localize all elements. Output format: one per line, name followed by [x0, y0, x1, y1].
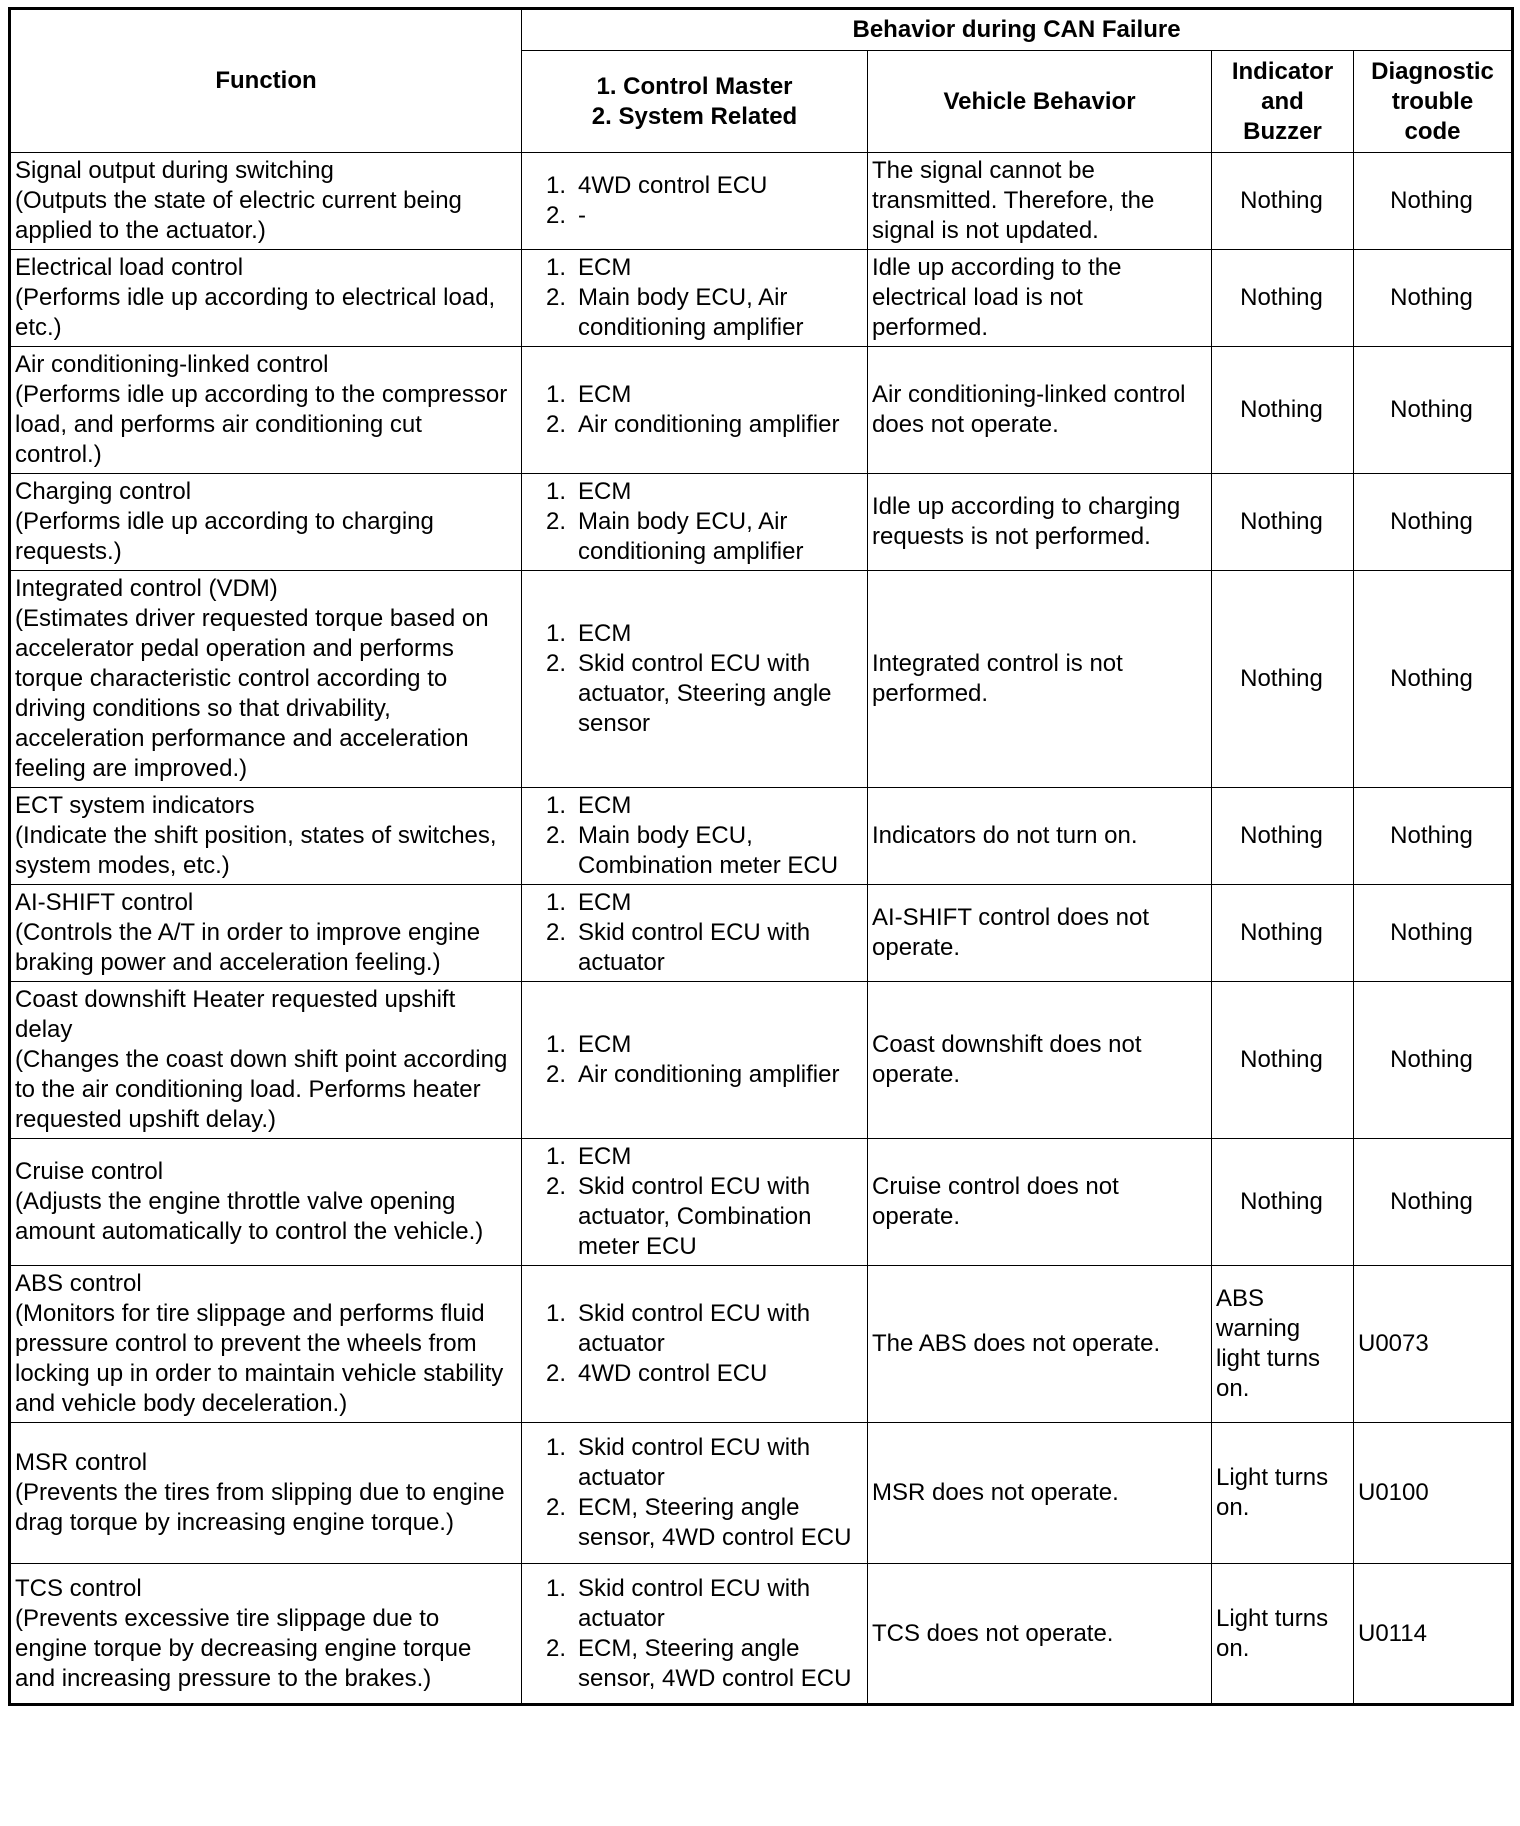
function-cell	[10, 347, 522, 474]
control-master-item: 1. Skid control ECU with actuator	[546, 1433, 861, 1493]
function-cell	[10, 474, 522, 571]
table-header	[10, 9, 1513, 153]
table-row	[10, 474, 1513, 571]
function-description: (Outputs the state of electric current being applied to the actuator.)	[15, 187, 462, 244]
control-master-list	[526, 380, 861, 440]
function-description: (Controls the A/T in order to improve engine braking power and acceleration feeling.)	[15, 919, 481, 976]
control-master-list	[526, 171, 861, 231]
system-related-item: 2. Skid control ECU with actuator, Combination meter ECU	[546, 1172, 861, 1262]
function-title: TCS control	[15, 1574, 142, 1602]
indicator-buzzer-cell: Nothing	[1212, 885, 1354, 982]
function-description: (Performs idle up according to charging requests.)	[15, 508, 434, 565]
control-master-cell	[522, 474, 868, 571]
vehicle-behavior-cell: Idle up according to charging requests is not performed.	[868, 474, 1212, 571]
function-description: (Performs idle up according to the compressor load, and performs air conditioning cut control.)	[15, 381, 508, 468]
control-master-cell	[522, 1423, 868, 1564]
control-master-item: 1. ECM	[546, 888, 861, 918]
control-master-list	[526, 1142, 861, 1262]
control-master-text: ECM	[578, 792, 632, 819]
function-description: (Adjusts the engine throttle valve opening amount automatically to control the vehicle.)	[15, 1188, 484, 1245]
header-control-master	[522, 51, 868, 153]
function-cell	[10, 885, 522, 982]
control-master-list	[526, 253, 861, 343]
control-master-list	[526, 1030, 861, 1090]
function-title: Air conditioning-linked control	[15, 351, 329, 378]
can-failure-table-container	[8, 7, 1511, 1706]
function-description: (Prevents the tires from slipping due to engine drag torque by increasing engine torque.)	[15, 1479, 505, 1536]
control-master-item: 1. ECM	[546, 619, 861, 649]
vehicle-behavior-cell: The ABS does not operate.	[868, 1266, 1212, 1423]
indicator-buzzer-cell: Nothing	[1212, 1139, 1354, 1266]
system-related-text: Main body ECU, Air conditioning amplifier	[578, 508, 804, 565]
control-master-item: 1. ECM	[546, 1142, 861, 1172]
control-master-text: Skid control ECU with actuator	[578, 1434, 811, 1491]
header-control-master-line2: 2. System Related	[591, 102, 798, 130]
function-cell	[10, 1266, 522, 1423]
function-title: Integrated control (VDM)	[15, 575, 278, 602]
header-function: Function	[10, 9, 522, 153]
vehicle-behavior-cell: Air conditioning-linked control does not operate.	[868, 347, 1212, 474]
dtc-cell: Nothing	[1354, 474, 1513, 571]
control-master-text: Skid control ECU with actuator	[578, 1574, 811, 1632]
system-related-text: Main body ECU, Combination meter ECU	[578, 822, 839, 879]
vehicle-behavior-cell: AI-SHIFT control does not operate.	[868, 885, 1212, 982]
function-title: Charging control	[15, 478, 192, 505]
control-master-item: 1. ECM	[546, 477, 861, 507]
header-behavior-group: Behavior during CAN Failure	[522, 9, 1513, 51]
function-title: ECT system indicators	[15, 792, 255, 819]
header-dtc-line2: trouble	[1391, 87, 1474, 115]
table-row	[10, 1423, 1513, 1564]
system-related-text: Air conditioning amplifier	[578, 1061, 840, 1088]
vehicle-behavior-cell: TCS does not operate.	[868, 1564, 1212, 1705]
function-title: Cruise control	[15, 1158, 164, 1185]
function-title: AI-SHIFT control	[15, 889, 194, 916]
indicator-buzzer-cell: Nothing	[1212, 153, 1354, 250]
header-indicator-line1: Indicator	[1231, 57, 1334, 85]
header-indicator-line3: Buzzer	[1243, 117, 1322, 145]
function-cell	[10, 788, 522, 885]
system-related-item: 2. Air conditioning amplifier	[546, 1060, 861, 1090]
control-master-cell	[522, 571, 868, 788]
dtc-cell: Nothing	[1354, 1139, 1513, 1266]
function-cell	[10, 1139, 522, 1266]
table-row	[10, 1564, 1513, 1705]
function-cell	[10, 1564, 522, 1705]
control-master-item: 1. Skid control ECU with actuator	[546, 1299, 861, 1359]
control-master-cell	[522, 788, 868, 885]
function-title: MSR control	[15, 1449, 148, 1476]
table-row	[10, 250, 1513, 347]
function-description: (Estimates driver requested torque based on accelerator pedal operation and performs torque characteristic control according to driving conditions so that drivability, acceleration performance and acceleration feeling are improved.)	[15, 605, 489, 782]
indicator-buzzer-cell: Nothing	[1212, 347, 1354, 474]
control-master-text: ECM	[578, 381, 632, 408]
table-row	[10, 1139, 1513, 1266]
system-related-item: 2. Skid control ECU with actuator, Steering angle sensor	[546, 649, 861, 739]
indicator-buzzer-cell: Nothing	[1212, 571, 1354, 788]
table-row	[10, 788, 1513, 885]
dtc-cell: Nothing	[1354, 153, 1513, 250]
system-related-text: 4WD control ECU	[578, 1360, 768, 1387]
control-master-text: 4WD control ECU	[578, 172, 768, 199]
function-description: (Changes the coast down shift point according to the air conditioning load. Performs heater requested upshift delay.)	[15, 1046, 508, 1133]
control-master-cell	[522, 885, 868, 982]
control-master-list	[526, 888, 861, 978]
dtc-cell: U0073	[1354, 1266, 1513, 1423]
control-master-text: ECM	[578, 889, 632, 916]
control-master-text: ECM	[578, 478, 632, 505]
table-row	[10, 1266, 1513, 1423]
control-master-item: 1. ECM	[546, 253, 861, 283]
function-cell	[10, 1423, 522, 1564]
dtc-cell: Nothing	[1354, 347, 1513, 474]
function-cell	[10, 982, 522, 1139]
function-description: (Indicate the shift position, states of switches, system modes, etc.)	[15, 822, 497, 879]
dtc-cell: Nothing	[1354, 250, 1513, 347]
system-related-text: -	[578, 202, 586, 229]
control-master-cell	[522, 153, 868, 250]
control-master-cell	[522, 250, 868, 347]
function-title: Electrical load control	[15, 254, 244, 281]
can-failure-table	[8, 7, 1514, 1706]
function-description: (Performs idle up according to electrical load, etc.)	[15, 284, 496, 341]
control-master-item: 1. ECM	[546, 1030, 861, 1060]
header-indicator-buzzer	[1212, 51, 1354, 153]
control-master-cell	[522, 1564, 868, 1705]
indicator-buzzer-cell: ABS warning light turns on.	[1212, 1266, 1354, 1423]
control-master-item: 1. 4WD control ECU	[546, 171, 861, 201]
dtc-cell: Nothing	[1354, 571, 1513, 788]
control-master-text: ECM	[578, 620, 632, 647]
table-row	[10, 153, 1513, 250]
system-related-text: Skid control ECU with actuator	[578, 919, 811, 976]
system-related-item: 2. -	[546, 201, 861, 231]
system-related-item: 2. ECM, Steering angle sensor, 4WD control ECU	[546, 1634, 861, 1694]
header-vehicle-behavior: Vehicle Behavior	[868, 51, 1212, 153]
function-title: Signal output during switching	[15, 157, 334, 184]
table-row	[10, 571, 1513, 788]
system-related-text: Skid control ECU with actuator, Steering angle sensor	[578, 650, 832, 737]
control-master-cell	[522, 1266, 868, 1423]
dtc-cell: Nothing	[1354, 788, 1513, 885]
system-related-item: 2. Main body ECU, Combination meter ECU	[546, 821, 861, 881]
header-dtc-line1: Diagnostic	[1371, 57, 1494, 85]
control-master-list	[526, 791, 861, 881]
vehicle-behavior-cell: Idle up according to the electrical load is not performed.	[868, 250, 1212, 347]
control-master-list	[526, 1299, 861, 1389]
vehicle-behavior-cell: The signal cannot be transmitted. Therefore, the signal is not updated.	[868, 153, 1212, 250]
dtc-cell: Nothing	[1354, 982, 1513, 1139]
system-related-text: Main body ECU, Air conditioning amplifier	[578, 284, 804, 341]
system-related-item: 2. 4WD control ECU	[546, 1359, 861, 1389]
function-cell	[10, 571, 522, 788]
system-related-text: Skid control ECU with actuator, Combination meter ECU	[578, 1173, 812, 1260]
control-master-cell	[522, 347, 868, 474]
header-dtc	[1354, 51, 1513, 153]
vehicle-behavior-cell: Cruise control does not operate.	[868, 1139, 1212, 1266]
system-related-item: 2. Skid control ECU with actuator	[546, 918, 861, 978]
table-row	[10, 982, 1513, 1139]
indicator-buzzer-cell: Nothing	[1212, 788, 1354, 885]
dtc-cell: U0100	[1354, 1423, 1513, 1564]
control-master-cell	[522, 982, 868, 1139]
function-cell	[10, 153, 522, 250]
function-description: (Monitors for tire slippage and performs fluid pressure control to prevent the wheels from locking up in order to maintain vehicle stability and vehicle body deceleration.)	[15, 1300, 504, 1417]
control-master-item: 1. ECM	[546, 791, 861, 821]
vehicle-behavior-cell: Integrated control is not performed.	[868, 571, 1212, 788]
vehicle-behavior-cell: Coast downshift does not operate.	[868, 982, 1212, 1139]
indicator-buzzer-cell: Nothing	[1212, 982, 1354, 1139]
table-row	[10, 885, 1513, 982]
system-related-item: 2. Main body ECU, Air conditioning amplifier	[546, 507, 861, 567]
control-master-item: 1. Skid control ECU with actuator	[546, 1574, 861, 1634]
dtc-cell: U0114	[1354, 1564, 1513, 1705]
system-related-text: ECM, Steering angle sensor, 4WD control ECU	[578, 1634, 852, 1692]
indicator-buzzer-cell: Light turns on.	[1212, 1564, 1354, 1705]
indicator-buzzer-cell: Nothing	[1212, 250, 1354, 347]
table-body	[10, 153, 1513, 1705]
system-related-item: 2. Air conditioning amplifier	[546, 410, 861, 440]
vehicle-behavior-cell: MSR does not operate.	[868, 1423, 1212, 1564]
system-related-text: Air conditioning amplifier	[578, 411, 840, 438]
function-cell	[10, 250, 522, 347]
vehicle-behavior-cell: Indicators do not turn on.	[868, 788, 1212, 885]
header-control-master-line1: 1. Control Master	[596, 72, 793, 100]
table-row	[10, 347, 1513, 474]
indicator-buzzer-cell: Light turns on.	[1212, 1423, 1354, 1564]
control-master-list	[526, 1574, 861, 1694]
header-indicator-line2: and	[1261, 87, 1304, 115]
system-related-item: 2. ECM, Steering angle sensor, 4WD control ECU	[546, 1493, 861, 1553]
control-master-list	[526, 1433, 861, 1553]
header-dtc-line3: code	[1404, 117, 1461, 145]
function-description: (Prevents excessive tire slippage due to engine torque by decreasing engine torque and increasing pressure to the brakes.)	[15, 1604, 472, 1692]
control-master-cell	[522, 1139, 868, 1266]
control-master-text: Skid control ECU with actuator	[578, 1300, 811, 1357]
control-master-list	[526, 477, 861, 567]
indicator-buzzer-cell: Nothing	[1212, 474, 1354, 571]
control-master-text: ECM	[578, 1031, 632, 1058]
system-related-item: 2. Main body ECU, Air conditioning amplifier	[546, 283, 861, 343]
function-title: ABS control	[15, 1270, 142, 1297]
system-related-text: ECM, Steering angle sensor, 4WD control ECU	[578, 1494, 852, 1551]
control-master-text: ECM	[578, 1143, 632, 1170]
function-title: Coast downshift Heater requested upshift delay	[15, 986, 456, 1043]
control-master-list	[526, 619, 861, 739]
control-master-item: 1. ECM	[546, 380, 861, 410]
control-master-text: ECM	[578, 254, 632, 281]
dtc-cell: Nothing	[1354, 885, 1513, 982]
